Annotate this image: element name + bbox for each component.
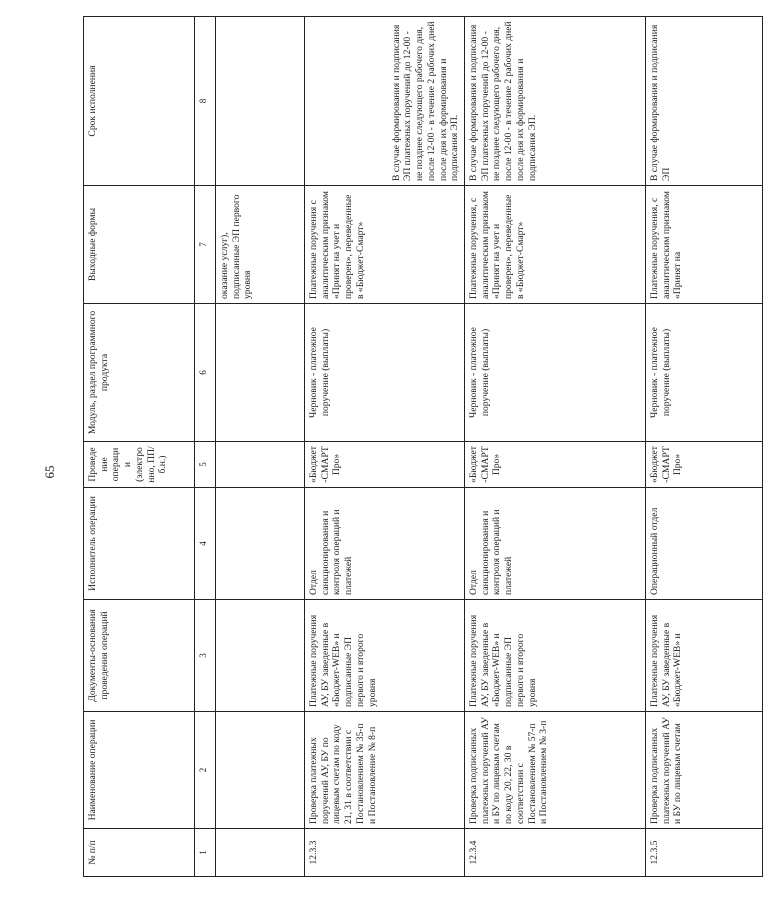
operation-name-cell: Проверка подписанных платежных поручений АУ и БУ по лицевым счетам по коду 20, 22, 30 в соответствии с Постановлением № 57-п и Постановлением № 3-п (465, 712, 646, 829)
header-cell-mode: Проведение операции (электронно, ПП/б.н.) (84, 442, 195, 488)
header-cell-operation-name: Наименование операции (84, 712, 195, 829)
row-number: 12.3.4 (465, 829, 646, 877)
column-number-row (195, 17, 216, 877)
module-cell (216, 304, 305, 442)
column-number: 1 (195, 829, 216, 877)
header-cell-basis-documents: Документы-основания проведения операций (84, 600, 195, 712)
column-number: 5 (195, 442, 216, 488)
module-cell: Черновик - платежное поручение (выплаты) (305, 304, 465, 442)
output-forms-cell: Платежные поручения, с аналитическим признаком «Принят на учет и проверен», переведенные в «Бюджет-Смарт» (465, 186, 646, 304)
output-forms-cell: оказание услуг), подписанные ЭП первого уровня (216, 186, 305, 304)
table-row (465, 17, 646, 877)
executor-cell: Отдел санкционирования и контроля операций и платежей (305, 488, 465, 600)
mode-cell: «Бюджет-СМАРТ Про» (465, 442, 646, 488)
basis-documents-cell (216, 600, 305, 712)
mode-cell: «Бюджет-СМАРТ Про» (646, 442, 763, 488)
header-cell-deadline: Срок исполнения (84, 17, 195, 186)
basis-documents-cell: Платежные поручения АУ, БУ заведенные в «Бюджет-WEB» и подписанные ЭП первого и второго уровня (305, 600, 465, 712)
deadline-cell (216, 17, 305, 186)
operations-table (83, 16, 763, 877)
operation-name-cell: Проверка подписанных платежных поручений АУ и БУ по лицевым счетам (646, 712, 763, 829)
mode-cell: «Бюджет-СМАРТ Про» (305, 442, 465, 488)
deadline-cell: В случае формирования и подписания ЭП (646, 17, 763, 186)
executor-cell (216, 488, 305, 600)
table-row (646, 17, 763, 877)
output-forms-cell: Платежные поручения, с аналитическим признаком «Принят на (646, 186, 763, 304)
column-number: 3 (195, 600, 216, 712)
deadline-cell: В случае формирования и подписания ЭП платежных поручений до 12-00 - не позднее следующего рабочего дня, после 12-00 - в течение 2 рабочих дней после дня их формирования и подписания ЭП. (465, 17, 646, 186)
row-number: 12.3.5 (646, 829, 763, 877)
header-cell-output-forms: Выходные формы (84, 186, 195, 304)
row-number: 12.3.3 (305, 829, 465, 877)
operation-name-cell: Проверка платежных поручений АУ, БУ по лицевым счетам по коду 21, 31 в соответствии с Постановлением № 35-п и Постановление № 8-п (305, 712, 465, 829)
executor-cell: Операционный отдел (646, 488, 763, 600)
column-number: 6 (195, 304, 216, 442)
executor-cell: Отдел санкционирования и контроля операций и платежей (465, 488, 646, 600)
column-number: 2 (195, 712, 216, 829)
operation-name-cell (216, 712, 305, 829)
module-cell: Черновик - платежное поручение (выплаты) (646, 304, 763, 442)
deadline-cell: В случае формирования и подписания ЭП платежных поручений до 12-00 - не позднее следующего рабочего дня, после 12-00 - в течение 2 рабочих дней после дня их формирования и подписания ЭП. (305, 17, 465, 186)
basis-documents-cell: Платежные поручения АУ, БУ заведенные в «Бюджет-WEB» и (646, 600, 763, 712)
table-row (216, 17, 305, 877)
rotated-page (83, 17, 684, 877)
header-row (84, 17, 195, 877)
basis-documents-cell: Платежные поручения АУ, БУ заведенные в «Бюджет-WEB» и подписанные ЭП первого и второго уровня (465, 600, 646, 712)
header-cell-executor: Исполнитель операции (84, 488, 195, 600)
column-number: 7 (195, 186, 216, 304)
row-number (216, 829, 305, 877)
table-row (305, 17, 465, 877)
mode-cell (216, 442, 305, 488)
column-number: 4 (195, 488, 216, 600)
header-cell-number: № п/п (84, 829, 195, 877)
output-forms-cell: Платежные поручения с аналитическим признаком «Принят на учет и проверен», переведенные в «Бюджет-Смарт» (305, 186, 465, 304)
page-number: 65 (42, 465, 57, 479)
header-cell-module: Модуль, раздел программного продукта (84, 304, 195, 442)
module-cell: Черновик - платежное поручение (выплаты) (465, 304, 646, 442)
column-number: 8 (195, 17, 216, 186)
